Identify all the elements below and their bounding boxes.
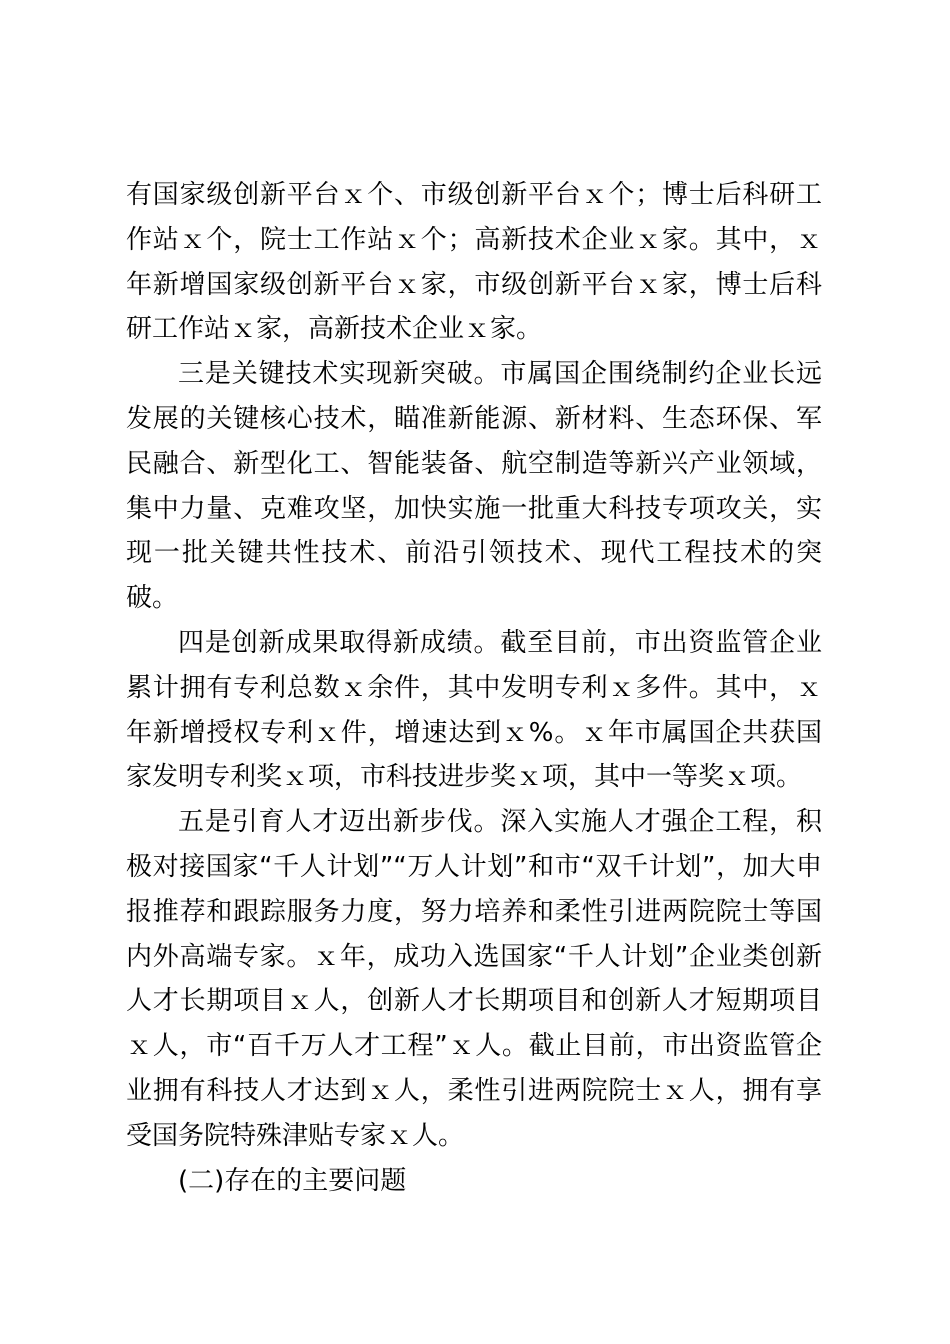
section-heading-main-problems: (二)存在的主要问题 xyxy=(178,1165,407,1196)
paragraph-talent: 五是引育人才迈出新步伐。深入实施人才强企工程，积极对接国家“千人计划”“万人计划”和市“双千计划”，加大申报推荐和跟踪服务力度，努力培养和柔性引进两院院士等国内外高端专家。ｘ年，成功入选国家“千人计划”企业类创新人才长期项目ｘ人，创新人才长期项目和创新人才短期项目ｘ人，市“百千万人才工程”ｘ人。截止目前，市出资监管企业拥有科技人才达到ｘ人，柔性引进两院院士ｘ人，拥有享受国务院特殊津贴专家ｘ人。 xyxy=(126,807,822,1151)
paragraph-innovation-results: 四是创新成果取得新成绩。截至目前，市出资监管企业累计拥有专利总数ｘ余件，其中发明专利ｘ多件。其中，ｘ年新增授权专利ｘ件，增速达到ｘ%。ｘ年市属国企共获国家发明专利奖ｘ项，市科技进步奖ｘ项，其中一等奖ｘ项。 xyxy=(126,627,822,793)
paragraph-key-technology: 三是关键技术实现新突破。市属国企围绕制约企业长远发展的关键核心技术，瞄准新能源、新材料、生态环保、军民融合、新型化工、智能装备、航空制造等新兴产业领域，集中力量、克难攻坚，加快实施一批重大科技专项攻关，实现一批关键共性技术、前沿引领技术、现代工程技术的突破。 xyxy=(126,359,822,614)
document-body xyxy=(126,173,822,1203)
paragraph-platforms: 有国家级创新平台ｘ个、市级创新平台ｘ个；博士后科研工作站ｘ个，院士工作站ｘ个；高新技术企业ｘ家。其中，ｘ年新增国家级创新平台ｘ家，市级创新平台ｘ家，博士后科研工作站ｘ家，高新技术企业ｘ家。 xyxy=(126,180,822,345)
